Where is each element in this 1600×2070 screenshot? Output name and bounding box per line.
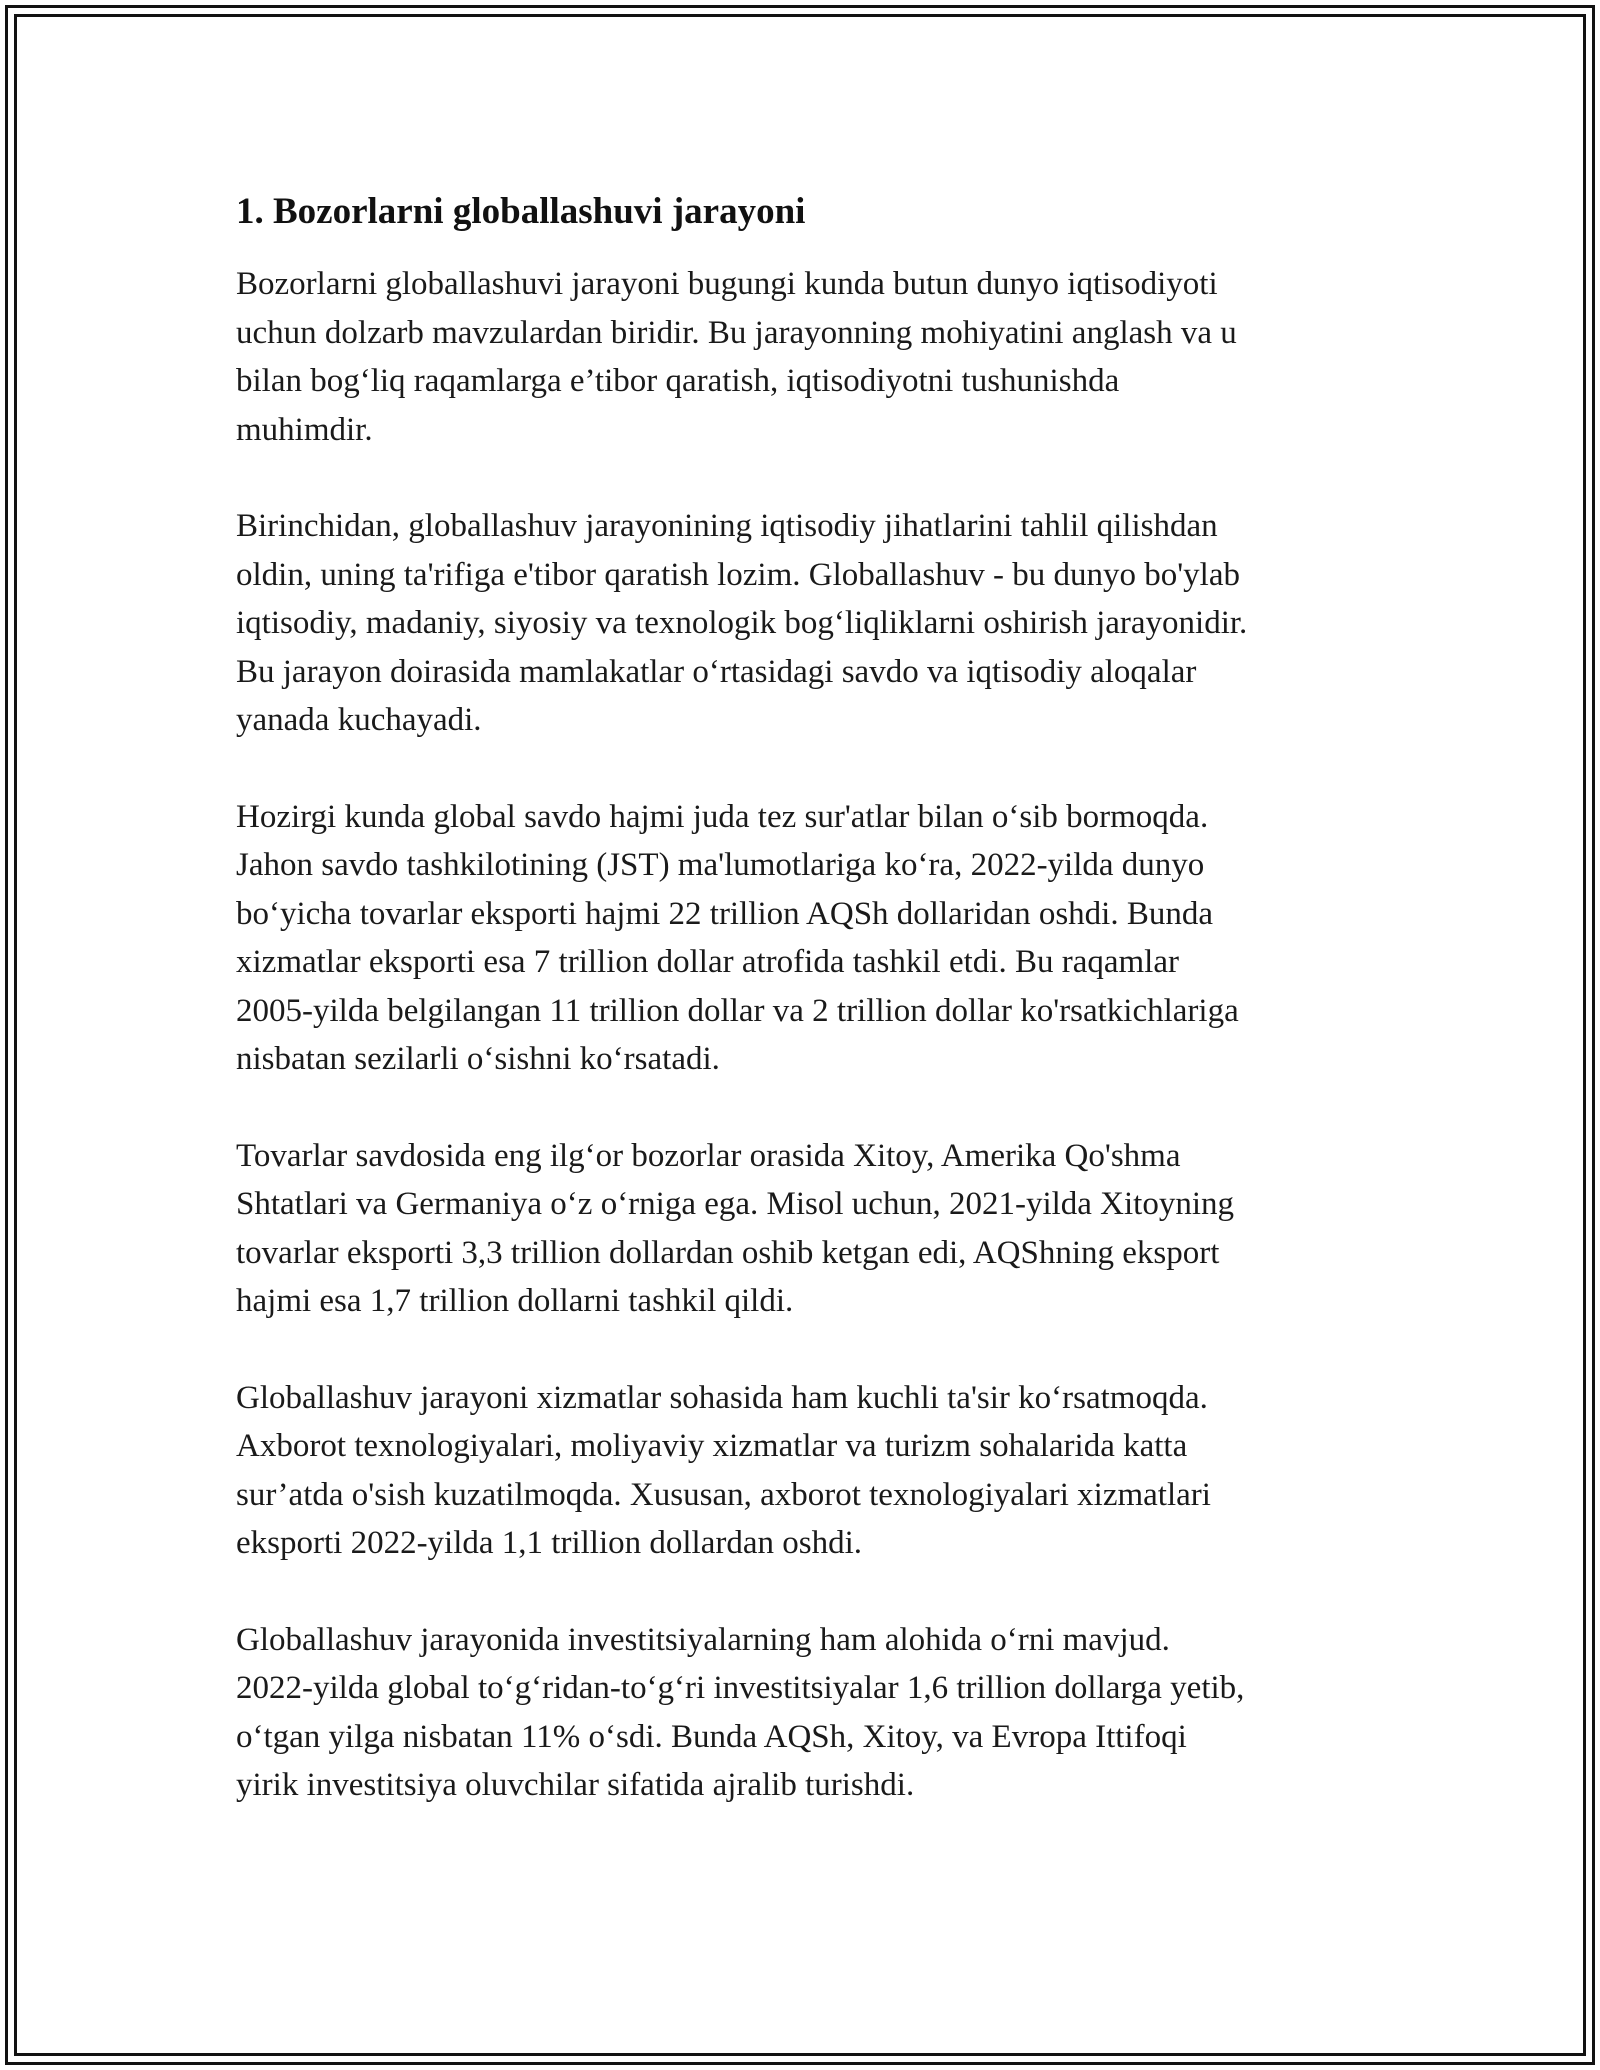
paragraph-line: Tovarlar savdosida eng ilg‘or bozorlar orasida Xitoy, Amerika Qo'shma bbox=[236, 1137, 1181, 1174]
paragraph-line: Globallashuv jarayoni xizmatlar sohasida ham kuchli ta'sir ko‘rsatmoqda. bbox=[236, 1379, 1208, 1416]
paragraph-line: Birinchidan, globallashuv jarayonining iqtisodiy jihatlarini tahlil qilishdan bbox=[236, 508, 1218, 544]
document-body bbox=[236, 190, 1376, 1858]
paragraph-line: Hozirgi kunda global savdo hajmi juda tez sur'atlar bilan o‘sib bormoqda. bbox=[236, 798, 1209, 835]
paragraph-line: sur’atda o'sish kuzatilmoqda. Xususan, axborot texnologiyalari xizmatlari bbox=[236, 1476, 1211, 1513]
paragraph-line: oldin, uning ta'rifiga e'tibor qaratish lozim. Globallashuv - bu dunyo bo'ylab bbox=[236, 556, 1240, 593]
paragraph-list bbox=[236, 260, 1376, 1810]
paragraph-line: eksporti 2022-yilda 1,1 trillion dollardan oshdi. bbox=[236, 1525, 863, 1561]
paragraph-line: 2005-yilda belgilangan 11 trillion dollar va 2 trillion dollar ko'rsatkichlariga bbox=[236, 992, 1239, 1029]
body-paragraph bbox=[236, 1616, 1376, 1810]
paragraph-line: yirik investitsiya oluvchilar sifatida ajralib turishdi. bbox=[236, 1767, 915, 1803]
paragraph-line: xizmatlar eksporti esa 7 trillion dollar atrofida tashkil etdi. Bu raqamlar bbox=[236, 944, 1179, 980]
paragraph-line: 2022-yilda global to‘g‘ridan-to‘g‘ri investitsiyalar 1,6 trillion dollarga yetib, bbox=[236, 1670, 1245, 1706]
paragraph-line: bo‘yicha tovarlar eksporti hajmi 22 trillion AQSh dollaridan oshdi. Bunda bbox=[236, 895, 1214, 932]
paragraph-line: Bu jarayon doirasida mamlakatlar o‘rtasidagi savdo va iqtisodiy aloqalar bbox=[236, 653, 1197, 690]
paragraph-line: Jahon savdo tashkilotining (JST) ma'lumotlariga ko‘ra, 2022-yilda dunyo bbox=[236, 847, 1205, 883]
body-paragraph bbox=[236, 502, 1376, 745]
paragraph-line: yanada kuchayadi. bbox=[236, 702, 482, 738]
paragraph-line: tovarlar eksporti 3,3 trillion dollardan oshib ketgan edi, AQShning eksport bbox=[236, 1234, 1220, 1271]
paragraph-line: o‘tgan yilga nisbatan 11% o‘sdi. Bunda AQSh, Xitoy, va Evropa Ittifoqi bbox=[236, 1718, 1187, 1755]
paragraph-line: Bozorlarni globallashuvi jarayoni bugungi kunda butun dunyo iqtisodiyoti bbox=[236, 266, 1218, 302]
body-paragraph bbox=[236, 260, 1376, 454]
body-paragraph bbox=[236, 1132, 1376, 1326]
paragraph-line: iqtisodiy, madaniy, siyosiy va texnologik bog‘liqliklarni oshirish jarayonidir. bbox=[236, 605, 1248, 641]
paragraph-line: bilan bog‘liq raqamlarga e’tibor qaratish, iqtisodiyotni tushunishda bbox=[236, 363, 1120, 399]
section-heading: 1. Bozorlarni globallashuvi jarayoni bbox=[236, 191, 806, 232]
body-paragraph bbox=[236, 1374, 1376, 1568]
paragraph-line: Globallashuv jarayonida investitsiyalarning ham alohida o‘rni mavjud. bbox=[236, 1621, 1170, 1658]
paragraph-line: Axborot texnologiyalari, moliyaviy xizmatlar va turizm sohalarida katta bbox=[236, 1428, 1188, 1464]
paragraph-line: uchun dolzarb mavzulardan biridir. Bu jarayonning mohiyatini anglash va u bbox=[236, 314, 1237, 351]
paragraph-line: nisbatan sezilarli o‘sishni ko‘rsatadi. bbox=[236, 1041, 720, 1077]
paragraph-line: Shtatlari va Germaniya o‘z o‘rniga ega. Misol uchun, 2021-yilda Xitoyning bbox=[236, 1186, 1235, 1222]
body-paragraph bbox=[236, 793, 1376, 1084]
paragraph-line: hajmi esa 1,7 trillion dollarni tashkil qildi. bbox=[236, 1283, 794, 1319]
paragraph-line: muhimdir. bbox=[236, 411, 373, 448]
